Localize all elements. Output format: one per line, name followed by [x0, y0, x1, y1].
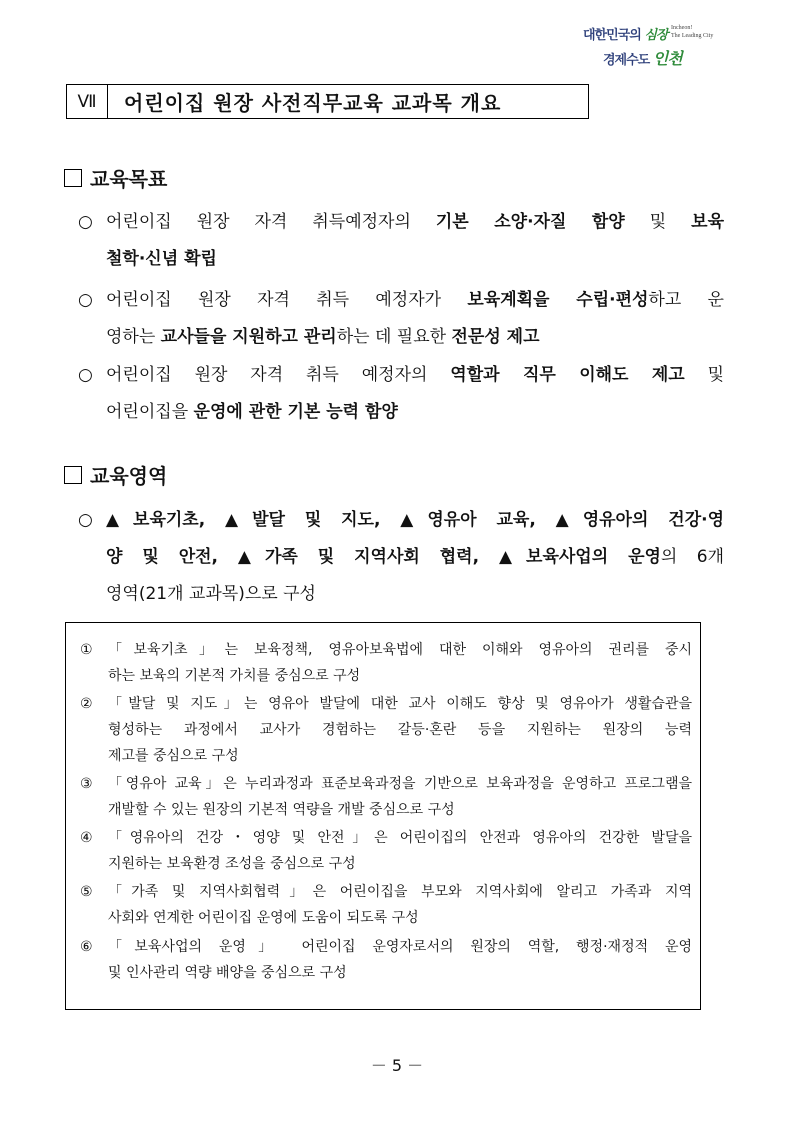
emphasis-text: 전문성 제고: [451, 327, 540, 347]
note-line: 제고를 중심으로 구성: [108, 748, 239, 764]
note-line: 「보육사업의 운영」 어린이집 운영자로서의 원장의 역할, 행정·재정적 운영: [108, 939, 692, 955]
note-number: ⑥: [80, 939, 93, 955]
body-text: 및: [684, 365, 725, 385]
page-number: － 5 －: [370, 1056, 424, 1075]
paragraph-line: [106, 241, 724, 278]
bullet-paragraph: [78, 357, 724, 431]
paragraph-line: [106, 539, 724, 576]
body-text: 하는 데 필요한: [336, 327, 452, 347]
chapter-title: 어린이집 원장 사전직무교육 교과목 개요: [124, 91, 502, 115]
logo-slogan-line2: 경제수도 인천: [603, 49, 682, 68]
paragraph-line: [106, 319, 724, 356]
curriculum-notes-box: [65, 622, 701, 1010]
paragraph-line: [106, 394, 724, 431]
note-number: ①: [80, 642, 93, 658]
logo-slogan-line1: 대한민국의 심장: [583, 28, 668, 43]
note-line: 및 인사관리 역량 배양을 중심으로 구성: [108, 965, 347, 981]
paragraph-line: [106, 204, 724, 241]
body-text: 영하는: [106, 327, 161, 347]
body-text: 어린이집 원장 자격 취득 예정자의: [106, 365, 451, 385]
note-number: ②: [80, 696, 93, 712]
emphasis-text: 기본 소양·자질 함양: [435, 212, 625, 232]
paragraph-line: [106, 576, 724, 613]
section-heading-objectives: 교육목표: [64, 163, 167, 192]
body-text: 하고 운: [648, 290, 724, 310]
emphasis-text: 역할과 직무 이해도 제고: [450, 365, 685, 385]
curriculum-note: [80, 691, 692, 769]
curriculum-note: [80, 637, 692, 689]
emphasis-text: 교사들을 지원하고 관리: [160, 327, 337, 347]
bullet-paragraph: [78, 502, 724, 613]
bullet-marker: ○: [78, 290, 93, 310]
body-text: 의 6개: [660, 547, 724, 567]
note-line: 지원하는 보육환경 조성을 중심으로 구성: [108, 856, 356, 872]
logo: [583, 22, 733, 72]
note-line: 형성하는 과정에서 교사가 경험하는 갈등·혼란 등을 지원하는 원장의 능력: [108, 722, 692, 738]
curriculum-note: [80, 825, 692, 877]
note-line: 「보육기초」는 보육정책, 영유아보육법에 대한 이해와 영유아의 권리를 중시: [108, 642, 692, 658]
bullet-marker: ○: [78, 510, 93, 530]
emphasis-text: 운영에 관한 기본 능력 함양: [193, 402, 398, 422]
body-text: 어린이집을: [106, 402, 194, 422]
emphasis-text: 보육계획을 수립·편성: [467, 290, 649, 310]
note-number: ⑤: [80, 884, 93, 900]
curriculum-note: [80, 879, 692, 931]
note-line: 사회와 연계한 어린이집 운영에 도움이 되도록 구성: [108, 910, 419, 926]
emphasis-text: ▲보육기초, ▲발달 및 지도, ▲영유아 교육, ▲영유아의 건강·영: [106, 510, 724, 530]
curriculum-note: [80, 934, 692, 986]
body-text: 어린이집 원장 자격 취득 예정자가: [106, 290, 468, 310]
chapter-title-box: [66, 84, 589, 119]
emphasis-text: 철학·신념 확립: [106, 249, 217, 269]
note-line: 「영유아의 건강・영양 및 안전」은 어린이집의 안전과 영유아의 건강한 발달을: [108, 830, 692, 846]
note-number: ④: [80, 830, 93, 846]
body-text: 및: [624, 212, 692, 232]
paragraph-line: [106, 357, 724, 394]
note-line: 「가족 및 지역사회협력」은 어린이집을 부모와 지역사회에 알리고 가족과 지역: [108, 884, 692, 900]
logo-english: Incheon! The Leading City: [671, 25, 714, 39]
paragraph-line: [106, 282, 724, 319]
note-line: 하는 보육의 기본적 가치를 중심으로 구성: [108, 668, 361, 684]
emphasis-text: 양 및 안전, ▲가족 및 지역사회 협력, ▲보육사업의 운영: [106, 547, 661, 567]
checkbox-square-icon: [64, 466, 82, 484]
note-number: ③: [80, 776, 93, 792]
body-text: 어린이집 원장 자격 취득예정자의: [106, 212, 436, 232]
emphasis-text: 보육: [691, 212, 724, 232]
curriculum-note: [80, 771, 692, 823]
bullet-paragraph: [78, 282, 724, 356]
checkbox-square-icon: [64, 169, 82, 187]
bullet-paragraph: [78, 204, 724, 278]
bullet-marker: ○: [78, 212, 93, 232]
chapter-number: Ⅶ: [67, 85, 108, 118]
paragraph-line: [106, 502, 724, 539]
bullet-marker: ○: [78, 365, 93, 385]
body-text: 영역(21개 교과목)으로 구성: [106, 584, 316, 604]
note-line: 「발달 및 지도」는 영유아 발달에 대한 교사 이해도 향상 및 영유아가 생활습관을: [108, 696, 692, 712]
section-heading-areas: 교육영역: [64, 460, 167, 489]
note-line: 개발할 수 있는 원장의 기본적 역량을 개발 중심으로 구성: [108, 802, 455, 818]
note-line: 「영유아 교육」은 누리과정과 표준보육과정을 기반으로 보육과정을 운영하고 프로그램을: [108, 776, 692, 792]
